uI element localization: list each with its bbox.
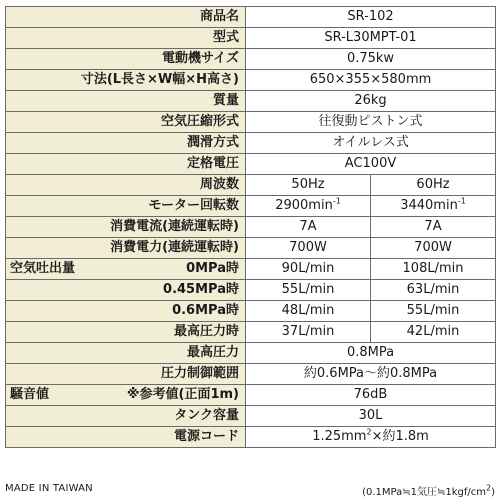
row-value-60hz: 60Hz — [371, 175, 496, 196]
value-text: 2900min — [275, 198, 333, 213]
value-superscript: -1 — [457, 196, 466, 206]
row-value-50hz: 90L/min — [246, 259, 371, 280]
row-value: 650×355×580mm — [246, 70, 496, 91]
value-superscript: 2 — [366, 427, 372, 437]
row-label: モーター回転数 — [6, 196, 246, 217]
table-row — [6, 91, 496, 112]
table-row — [6, 49, 496, 70]
table-row — [6, 133, 496, 154]
row-label: 空気圧縮形式 — [6, 112, 246, 133]
row-value: オイルレス式 — [246, 133, 496, 154]
table-row — [6, 259, 496, 280]
made-in-label: MADE IN TAIWAN — [5, 483, 93, 494]
table-row — [6, 238, 496, 259]
table-row — [6, 322, 496, 343]
row-label: 寸法(L長さ×W幅×H高さ) — [6, 70, 246, 91]
row-value: 往復動ピストン式 — [246, 112, 496, 133]
table-row — [6, 301, 496, 322]
row-label: 電動機サイズ — [6, 49, 246, 70]
row-value-50hz: 700W — [246, 238, 371, 259]
table-row — [6, 217, 496, 238]
unit-note-suffix: ) — [491, 487, 495, 498]
table-row — [6, 427, 496, 448]
row-value-50hz: 48L/min — [246, 301, 371, 322]
value-text: 3440min — [400, 198, 458, 213]
row-label-group: 騒音値 — [10, 387, 50, 402]
table-row — [6, 406, 496, 427]
row-label-group: 空気吐出量 — [10, 261, 76, 276]
row-value-50hz: 7A — [246, 217, 371, 238]
row-value — [246, 427, 496, 448]
row-value: SR-102 — [246, 7, 496, 28]
row-label: 周波数 — [6, 175, 246, 196]
value-text: 1.25mm — [312, 429, 367, 444]
table-row — [6, 175, 496, 196]
row-label: 潤滑方式 — [6, 133, 246, 154]
value-superscript: -1 — [332, 196, 341, 206]
row-value: 76dB — [246, 385, 496, 406]
row-label: 0.45MPa時 — [6, 280, 246, 301]
table-row — [6, 7, 496, 28]
row-label: 商品名 — [6, 7, 246, 28]
table-row — [6, 28, 496, 49]
table-row — [6, 154, 496, 175]
table-row — [6, 70, 496, 91]
row-label: 0.6MPa時 — [6, 301, 246, 322]
row-label: 最高圧力時 — [6, 322, 246, 343]
row-value-60hz: 108L/min — [371, 259, 496, 280]
row-value-50hz: 50Hz — [246, 175, 371, 196]
row-value-60hz: 55L/min — [371, 301, 496, 322]
row-value-60hz: 7A — [371, 217, 496, 238]
row-value-60hz — [371, 196, 496, 217]
row-value: 0.75kw — [246, 49, 496, 70]
row-label-condition: 0MPa時 — [186, 261, 239, 276]
row-value: AC100V — [246, 154, 496, 175]
unit-note — [362, 483, 495, 498]
unit-note-text: (0.1MPa≒1気圧≒1kgf/cm — [362, 487, 486, 498]
row-value-50hz: 37L/min — [246, 322, 371, 343]
table-row — [6, 196, 496, 217]
row-label — [6, 259, 246, 280]
row-value: 約0.6MPa〜約0.8MPa — [246, 364, 496, 385]
row-value-50hz: 55L/min — [246, 280, 371, 301]
row-value: 26kg — [246, 91, 496, 112]
row-label: 消費電流(連続運転時) — [6, 217, 246, 238]
row-value-60hz: 63L/min — [371, 280, 496, 301]
row-label: 質量 — [6, 91, 246, 112]
row-value-50hz — [246, 196, 371, 217]
row-value-60hz: 42L/min — [371, 322, 496, 343]
row-label: 最高圧力 — [6, 343, 246, 364]
table-row — [6, 280, 496, 301]
row-value: SR-L30MPT-01 — [246, 28, 496, 49]
unit-note-superscript: 2 — [486, 483, 492, 493]
value-suffix: ×約1.8m — [371, 429, 429, 444]
table-row — [6, 385, 496, 406]
table-row — [6, 364, 496, 385]
row-label: タンク容量 — [6, 406, 246, 427]
table-row — [6, 112, 496, 133]
row-label: 圧力制御範囲 — [6, 364, 246, 385]
row-label: 定格電圧 — [6, 154, 246, 175]
row-label: 型式 — [6, 28, 246, 49]
row-value-60hz: 700W — [371, 238, 496, 259]
row-value: 30L — [246, 406, 496, 427]
row-label — [6, 385, 246, 406]
row-label: 電源コード — [6, 427, 246, 448]
row-label-condition: ※参考値(正面1m) — [126, 387, 239, 402]
row-value: 0.8MPa — [246, 343, 496, 364]
spec-table — [5, 6, 496, 448]
table-row — [6, 343, 496, 364]
row-label: 消費電力(連続運転時) — [6, 238, 246, 259]
